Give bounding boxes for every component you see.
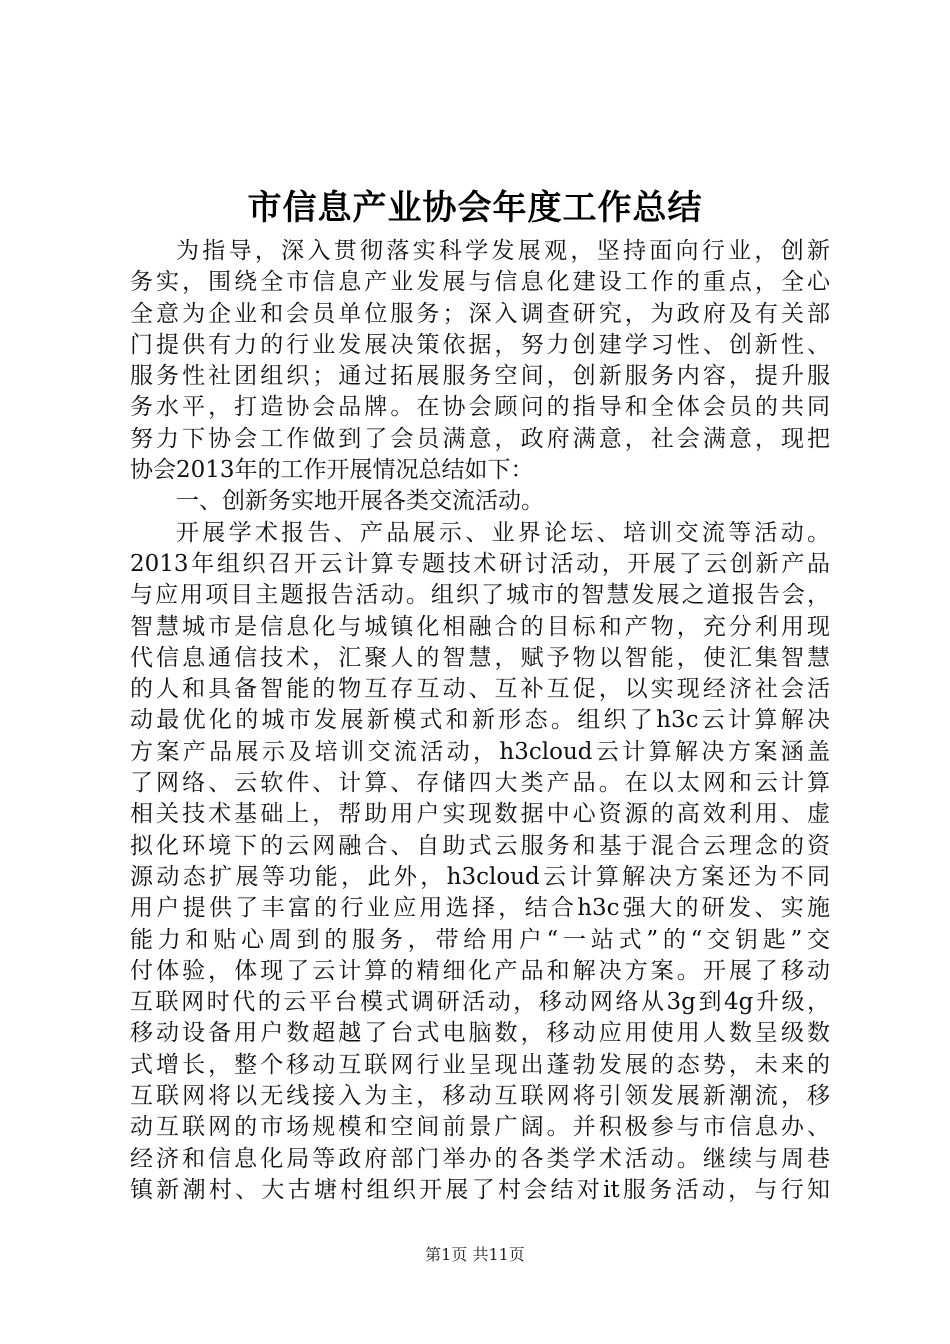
body-line: 的人和具备智能的物互存互动、互补互促，以实现经济社会活 bbox=[130, 676, 830, 703]
body-line: 2013年组织召开云计算专题技术研讨活动，开展了云创新产品 bbox=[130, 550, 830, 577]
body-line: 互联网将以无线接入为主，移动互联网将引领发展新潮流，移 bbox=[130, 1083, 830, 1110]
document-body bbox=[130, 236, 830, 1206]
body-line: 为指导，深入贯彻落实科学发展观，坚持面向行业，创新 bbox=[176, 238, 830, 264]
body-line: 服务性社团组织；通过拓展服务空间，创新服务内容，提升服 bbox=[130, 363, 830, 390]
body-line: 用户提供了丰富的行业应用选择，结合h3c强大的研发、实施 bbox=[130, 895, 830, 922]
body-line: 努力下协会工作做到了会员满意，政府满意，社会满意，现把 bbox=[130, 425, 830, 452]
body-line: 拟化环境下的云网融合、自助式云服务和基于混合云理念的资 bbox=[130, 832, 830, 859]
body-line: 镇新潮村、大古塘村组织开展了村会结对it服务活动，与行知 bbox=[130, 1176, 830, 1203]
body-line: 源动态扩展等功能，此外，h3cloud云计算解决方案还为不同 bbox=[130, 863, 830, 890]
body-line: 式增长，整个移动互联网行业呈现出蓬勃发展的态势，未来的 bbox=[130, 1051, 830, 1078]
section-heading: 一、创新务实地开展各类交流活动。 bbox=[176, 488, 544, 515]
body-line: 了网络、云软件、计算、存储四大类产品。在以太网和云计算 bbox=[130, 770, 830, 797]
body-line: 智慧城市是信息化与城镇化相融合的目标和产物，充分利用现 bbox=[130, 613, 830, 640]
body-line: 全意为企业和会员单位服务；深入调查研究，为政府及有关部 bbox=[130, 300, 830, 327]
body-line: 能力和贴心周到的服务，带给用户“一站式”的“交钥匙”交 bbox=[130, 926, 830, 953]
body-line: 门提供有力的行业发展决策依据，努力创建学习性、创新性、 bbox=[130, 331, 830, 358]
body-line: 代信息通信技术，汇聚人的智慧，赋予物以智能，使汇集智慧 bbox=[130, 644, 830, 671]
body-line: 付体验，体现了云计算的精细化产品和解决方案。开展了移动 bbox=[130, 957, 830, 984]
body-line: 开展学术报告、产品展示、业界论坛、培训交流等活动。 bbox=[176, 519, 830, 546]
body-line: 方案产品展示及培训交流活动，h3cloud云计算解决方案涵盖 bbox=[130, 738, 830, 765]
body-line: 动互联网的市场规模和空间前景广阔。并积极参与市信息办、 bbox=[130, 1114, 830, 1141]
body-line: 相关技术基础上，帮助用户实现数据中心资源的高效利用、虚 bbox=[130, 801, 830, 828]
body-line: 互联网时代的云平台模式调研活动，移动网络从3g到4g升级， bbox=[130, 989, 830, 1016]
body-line: 移动设备用户数超越了台式电脑数，移动应用使用人数呈级数 bbox=[130, 1020, 830, 1047]
body-line: 动最优化的城市发展新模式和新形态。组织了h3c云计算解决 bbox=[130, 707, 830, 734]
body-line: 务实，围绕全市信息产业发展与信息化建设工作的重点，全心 bbox=[130, 269, 830, 296]
body-line: 务水平，打造协会品牌。在协会顾问的指导和全体会员的共同 bbox=[130, 394, 830, 421]
body-line: 与应用项目主题报告活动。组织了城市的智慧发展之道报告会， bbox=[130, 582, 830, 609]
body-line: 协会2013年的工作开展情况总结如下： bbox=[130, 457, 534, 484]
document-title: 市信息产业协会年度工作总结 bbox=[247, 188, 703, 228]
body-line: 经济和信息化局等政府部门举办的各类学术活动。继续与周巷 bbox=[130, 1145, 830, 1172]
page-number-footer: 第1页 共11页 bbox=[425, 1245, 525, 1264]
